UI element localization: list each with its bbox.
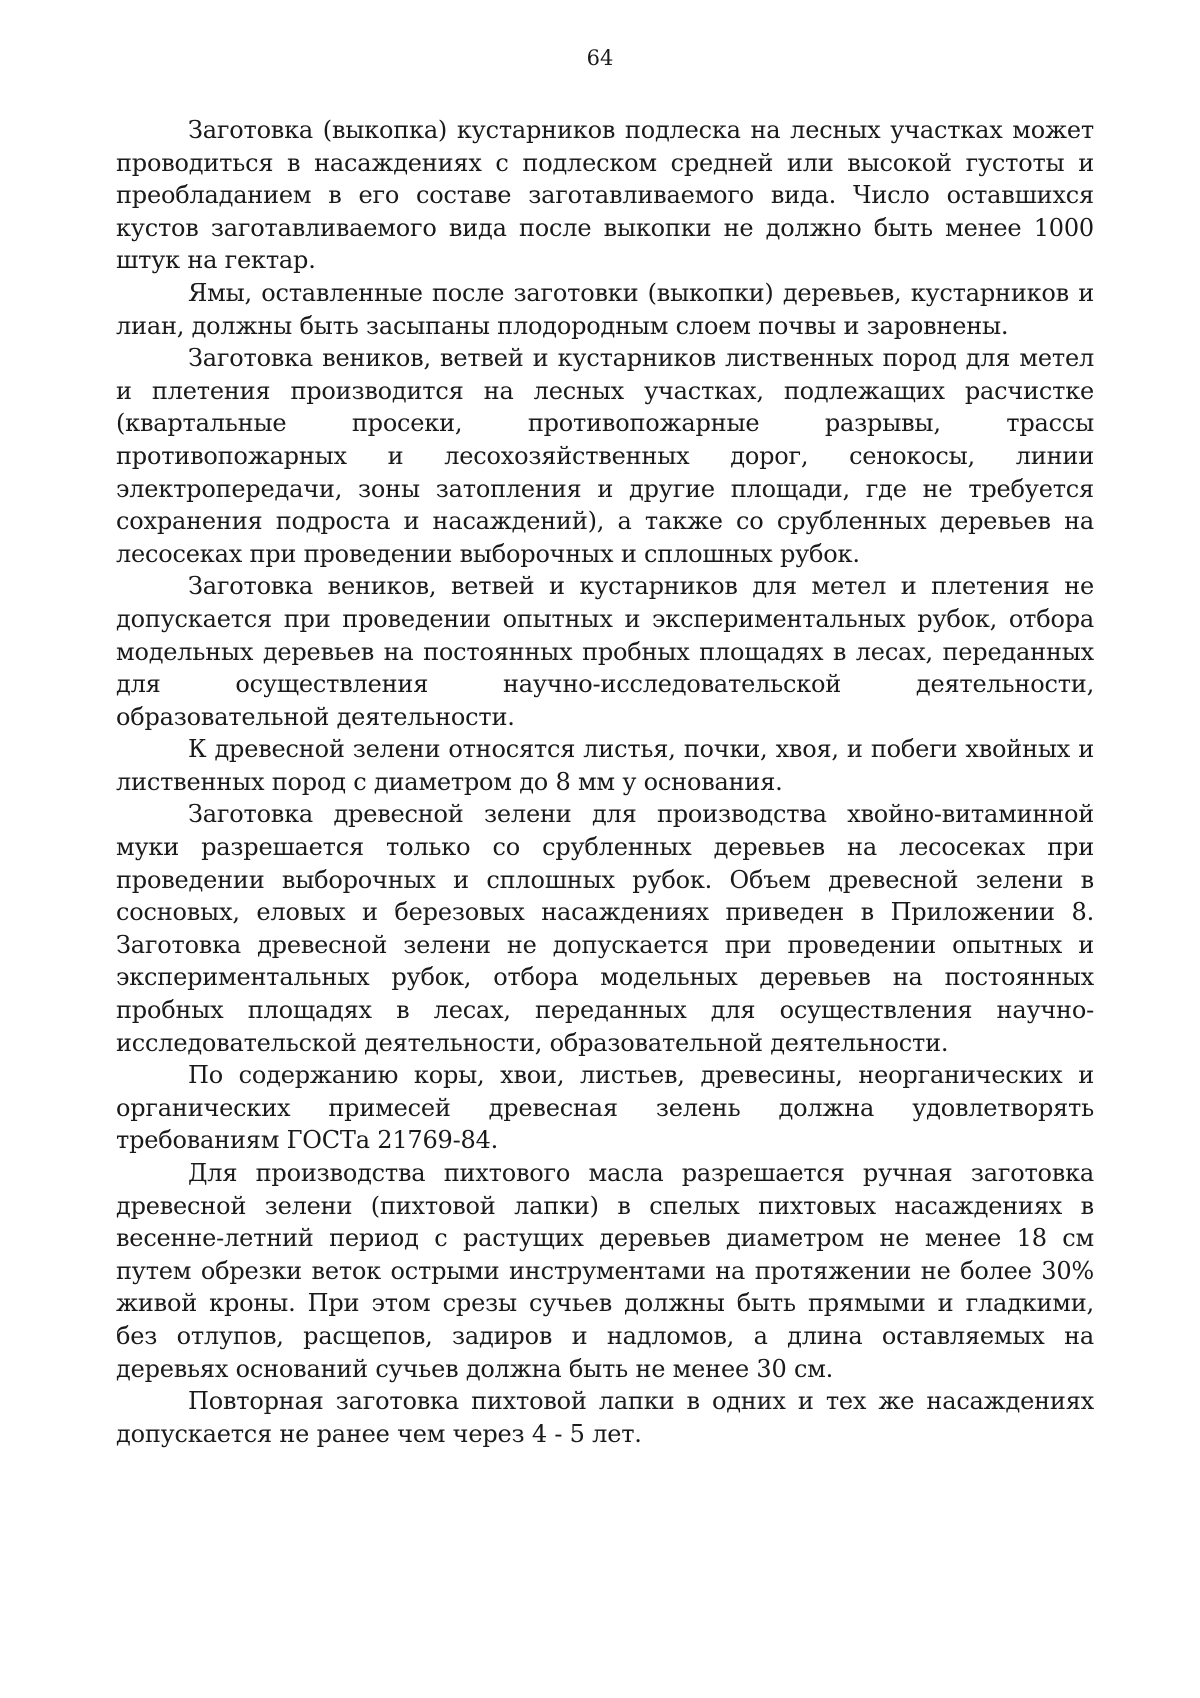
paragraph-fir-oil: Для производства пихтового масла разрешается ручная заготовка древесной зелени (пихтовой лапки) в спелых пихтовых насаждениях в весенне-летний период с растущих деревьев диаметром не менее 18 см путем обрезки веток острыми инструментами на протяжении не более 30% живой кроны. При этом срезы сучьев должны быть прямыми и гладкими, без отлупов, расщепов, задиров и надломов, а длина оставляемых на деревьях оснований сучьев должна быть не менее 30 см.	[116, 1159, 1094, 1383]
paragraph-brooms-restrictions: Заготовка веников, ветвей и кустарников для метел и плетения не допускается при проведении опытных и экспериментальных рубок, отбора модельных деревьев на постоянных пробных площадях в лесах, переданных для осуществления научно-исследовательской деятельности, образовательной деятельности.	[116, 572, 1094, 731]
paragraph-greenery-definition: К древесной зелени относятся листья, почки, хвоя, и побеги хвойных и лиственных пород с диаметром до 8 мм у основания.	[116, 735, 1094, 796]
page-number: 64	[586, 46, 614, 70]
document-body	[116, 114, 1094, 1450]
paragraph-brooms-allowed-areas: Заготовка веников, ветвей и кустарников лиственных пород для метел и плетения производится на лесных участках, подлежащих расчистке (квартальные просеки, противопожарные разрывы, трассы противопожарных и лесохозяйственных дорог, сенокосы, линии электропередачи, зоны затопления и другие площади, где не требуется сохранения подроста и насаждений), а также со срубленных деревьев на лесосеках при проведении выборочных и сплошных рубок.	[116, 344, 1094, 568]
paragraph-shrub-digging: Заготовка (выкопка) кустарников подлеска на лесных участках может проводиться в насаждениях с подлеском средней или высокой густоты и преобладанием в его составе заготавливаемого вида. Число оставшихся кустов заготавливаемого вида после выкопки не должно быть менее 1000 штук на гектар.	[116, 116, 1094, 275]
paragraph-pits-backfill: Ямы, оставленные после заготовки (выкопки) деревьев, кустарников и лиан, должны быть засыпаны плодородным слоем почвы и заровнены.	[116, 278, 1094, 340]
paragraph-greenery-flour: Заготовка древесной зелени для производства хвойно-витаминной муки разрешается только со срубленных деревьев на лесосеках при проведении выборочных и сплошных рубок. Объем древесной зелени в сосновых, еловых и березовых насаждениях приведен в Приложении 8. Заготовка древесной зелени не допускается при проведении опытных и экспериментальных рубок, отбора модельных деревьев на постоянных пробных площадях в лесах, переданных для осуществления научно-исследовательской деятельности, образовательной деятельности.	[116, 800, 1094, 1057]
paragraph-fir-repeat: Повторная заготовка пихтовой лапки в одних и тех же насаждениях допускается не ранее чем через 4 - 5 лет.	[116, 1387, 1094, 1448]
paragraph-greenery-standard: По содержанию коры, хвои, листьев, древесины, неорганических и органических примесей древесная зелень должна удовлетворять требованиям ГОСТа 21769-84.	[116, 1061, 1094, 1155]
